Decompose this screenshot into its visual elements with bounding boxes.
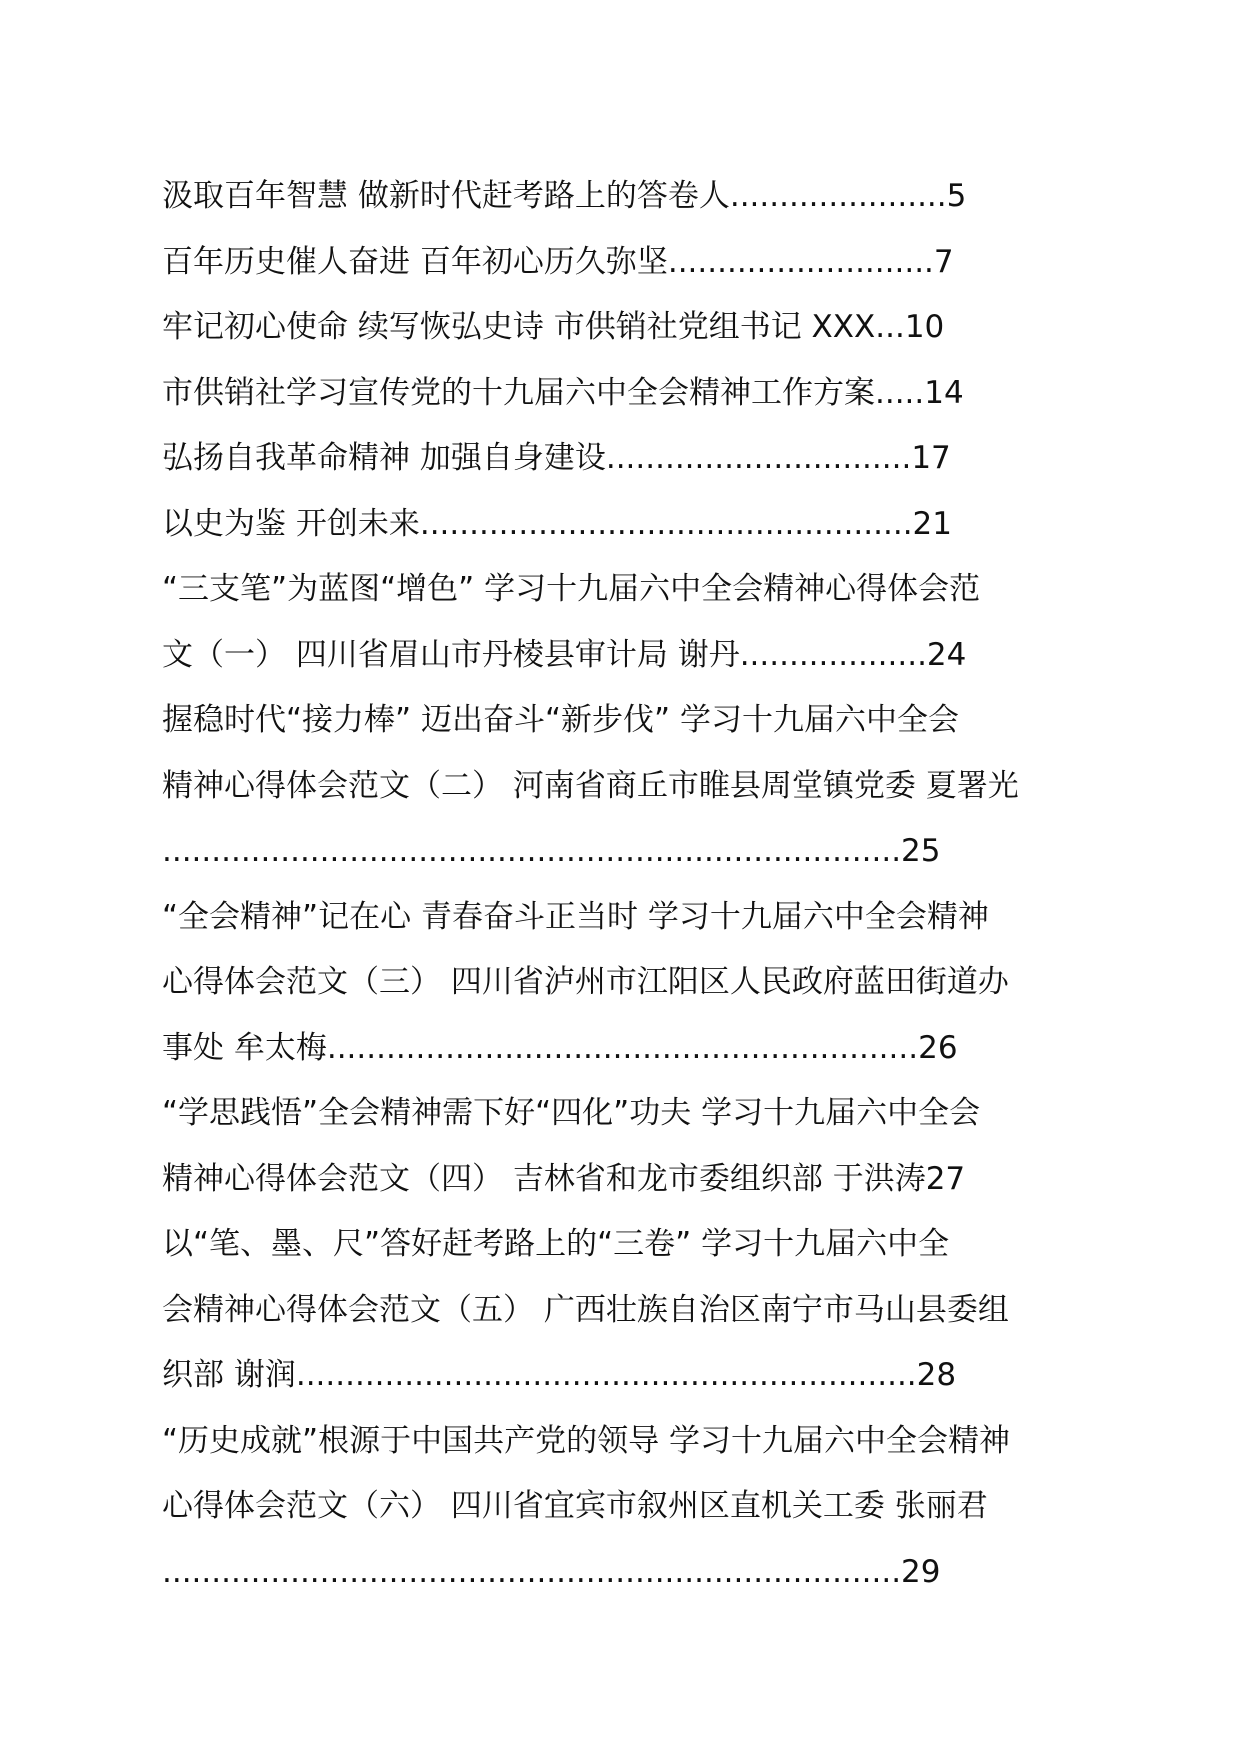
toc-entry-line: 文（一） 四川省眉山市丹棱县审计局 谢丹...................24 bbox=[162, 636, 967, 673]
toc-entry-line: 百年历史催人奋进 百年初心历久弥坚...........................7 bbox=[162, 243, 954, 280]
toc-entry-line: ...........................................................................29 bbox=[162, 1553, 941, 1590]
toc-entry-line: 精神心得体会范文（二） 河南省商丘市睢县周堂镇党委 夏署光 bbox=[162, 767, 1019, 804]
toc-entry-line: “学思践悟”全会精神需下好“四化”功夫 学习十九届六中全会 bbox=[162, 1095, 981, 1131]
toc-entry-line: 市供销社学习宣传党的十九届六中全会精神工作方案.....14 bbox=[162, 374, 964, 411]
toc-entry-line: 会精神心得体会范文（五） 广西壮族自治区南宁市马山县委组 bbox=[162, 1291, 1009, 1328]
toc-entry-line: “全会精神”记在心 青春奋斗正当时 学习十九届六中全会精神 bbox=[162, 898, 989, 935]
toc-entry-line: 握稳时代“接力棒” 迈出奋斗“新步伐” 学习十九届六中全会 bbox=[162, 702, 959, 738]
toc-entry-line: 织部 谢润...............................................................28 bbox=[162, 1357, 957, 1393]
toc-entry-line: 精神心得体会范文（四） 吉林省和龙市委组织部 于洪涛27 bbox=[162, 1160, 966, 1197]
toc-entry-line: 汲取百年智慧 做新时代赶考路上的答卷人......................5 bbox=[162, 178, 967, 214]
toc-entry-line: 事处 牟太梅............................................................26 bbox=[162, 1029, 958, 1066]
toc-entry-line: 心得体会范文（三） 四川省泸州市江阳区人民政府蓝田街道办 bbox=[162, 964, 1009, 1000]
toc-entry-line: ...........................................................................25 bbox=[162, 833, 941, 869]
toc-entry-line: “三支笔”为蓝图“增色” 学习十九届六中全会精神心得体会范 bbox=[162, 571, 981, 607]
toc-entry-line: 以“笔、墨、尺”答好赶考路上的“三卷” 学习十九届六中全 bbox=[162, 1226, 950, 1262]
toc-entry-line: “历史成就”根源于中国共产党的领导 学习十九届六中全会精神 bbox=[162, 1422, 1010, 1459]
toc-entry-line: 心得体会范文（六） 四川省宜宾市叙州区直机关工委 张丽君 bbox=[162, 1488, 988, 1524]
toc-entry-line: 以史为鉴 开创未来..................................................21 bbox=[162, 505, 952, 542]
toc-entry-line: 弘扬自我革命精神 加强自身建设...............................17 bbox=[162, 440, 951, 476]
toc-entry-line: 牢记初心使命 续写恢弘史诗 市供销社党组书记 XXX...10 bbox=[162, 309, 945, 345]
table-of-contents bbox=[162, 164, 1092, 1605]
